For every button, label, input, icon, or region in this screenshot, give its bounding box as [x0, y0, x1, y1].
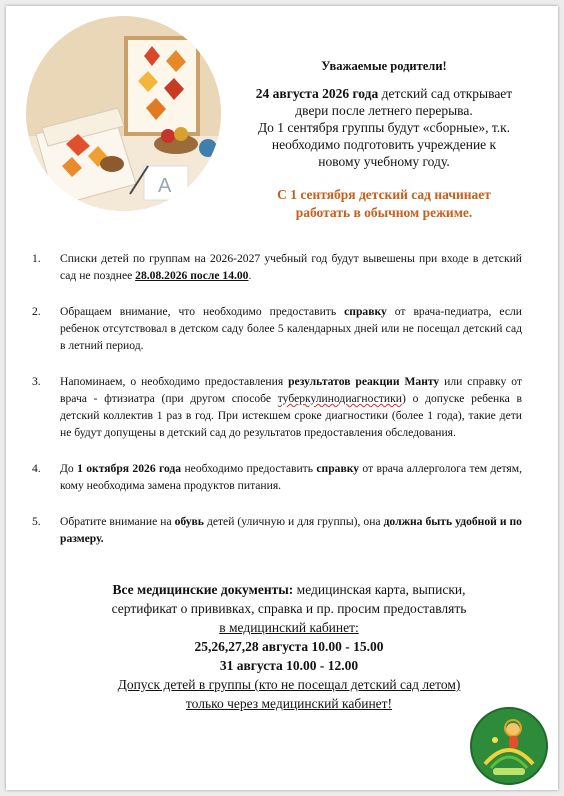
intro-line-2: двери после летнего перерыва. — [295, 103, 473, 118]
footer-line-6: Допуск детей в группы (кто не посещал детский сад летом) — [117, 677, 461, 692]
item-text: ) о допуске ребенка в детский коллектив 1 раз в год. При истекшем сроке диагностики (более 1 года), такие дети не будут допущены в детский сад до результатов предоставления обследования. — [60, 392, 522, 439]
intro-line-1-rest: детский сад открывает — [378, 86, 513, 101]
item-emphasis: должна быть удобной и по размеру. — [60, 515, 522, 545]
intro-line-4: необходимо подготовить учреждение к — [271, 137, 497, 152]
notice-line-1: С 1 сентября детский сад начинает — [277, 187, 491, 202]
list-item — [32, 460, 522, 494]
item-deadline: 28.08.2026 после 14.00 — [135, 269, 249, 282]
intro-block — [224, 58, 544, 222]
footer-line-2: сертификат о прививках, справка и пр. просим предоставлять — [111, 601, 467, 616]
svg-text:A: A — [158, 175, 172, 197]
item-number: 2. — [32, 305, 41, 318]
item-text: от врача аллерголога тем детям, кому необходима замена продуктов питания. — [60, 462, 522, 492]
item-emphasis: справку — [316, 462, 360, 475]
medical-docs-block — [76, 580, 502, 713]
item-text: Списки детей по группам на 2026-2027 учебный год будут вывешены при входе в детский сад не позднее — [60, 252, 522, 282]
schedule-august-31: 31 августа 10.00 - 12.00 — [219, 658, 359, 673]
item-emphasis: 1 октября 2026 года — [77, 462, 182, 475]
item-emphasis: обувь — [174, 515, 204, 528]
intro-line-3: До 1 сентября группы будут «сборные», т.к. — [257, 120, 511, 135]
item-text: детей (уличную и для группы), она — [203, 515, 384, 528]
item-text: Обратите внимание на — [60, 515, 175, 528]
footer-line-1 — [76, 580, 502, 599]
list-item — [32, 513, 522, 547]
docs-list: медицинская карта, выписки, — [293, 582, 466, 597]
item-number: 4. — [32, 462, 41, 475]
regular-mode-notice — [224, 186, 544, 222]
item-number: 3. — [32, 375, 41, 388]
schedule-august-25-28: 25,26,27,28 августа 10.00 - 15.00 — [194, 639, 384, 654]
info-list — [32, 250, 522, 566]
docs-heading: Все медицинские документы: — [112, 582, 294, 597]
list-item — [32, 303, 522, 354]
autumn-craft-photo — [26, 16, 221, 211]
item-text: До — [60, 462, 78, 475]
item-emphasis: результатов реакции Манту — [288, 375, 440, 388]
intro-line-1 — [224, 85, 544, 102]
greeting: Уважаемые родители! — [321, 59, 447, 73]
item-text: . — [248, 269, 252, 282]
item-number: 1. — [32, 252, 41, 265]
item-number: 5. — [32, 515, 41, 528]
list-item — [32, 250, 522, 284]
footer-line-7: только через медицинский кабинет! — [185, 696, 393, 711]
kindergarten-logo — [469, 706, 549, 786]
document-page — [6, 6, 558, 790]
item-text: Напоминаем, о необходимо предоставления — [60, 375, 289, 388]
intro-line-5: новому учебному году. — [318, 154, 450, 169]
item-spellcheck-word: туберкулинодиагностики — [277, 392, 402, 405]
footer-line-3: в медицинский кабинет: — [219, 620, 359, 635]
item-emphasis: справку — [344, 305, 387, 318]
item-text: или справку от врача - фтизиатра (при другом способе — [60, 375, 522, 405]
item-text: Обращаем внимание, что необходимо предоставить — [60, 305, 345, 318]
open-date: 24 августа 2026 года — [255, 86, 379, 101]
item-text: от врача-педиатра, если ребенок отсутствовал в детском саду более 5 календарных дней или не посещал детский сад в летний период. — [60, 305, 522, 352]
item-text: необходимо предоставить — [181, 462, 317, 475]
list-item — [32, 373, 522, 441]
notice-line-2: работать в обычном режиме. — [295, 205, 473, 220]
